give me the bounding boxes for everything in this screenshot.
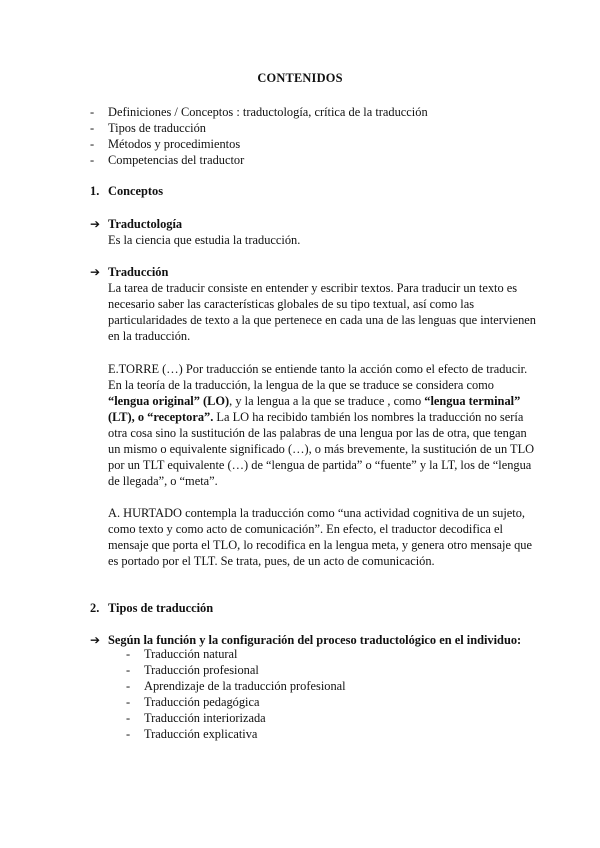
list-item: - Aprendizaje de la traducción profesional: [126, 678, 346, 694]
term-lengua-terminal: “lengua terminal”: [424, 394, 521, 408]
traductologia-title: Traductología: [108, 217, 183, 231]
contents-item: - Competencias del traductor: [90, 152, 428, 168]
section-2-title: Tipos de traducción: [108, 601, 214, 615]
arrow-right-icon: ➔: [90, 633, 101, 647]
text-line: mensaje que porta el TLO, lo recodifica en la lengua meta, y genera otro mensaje que: [108, 538, 532, 552]
section-1-heading: [90, 183, 163, 199]
list-item: - Traducción explicativa: [126, 726, 346, 742]
traduccion-paragraph-2: [108, 361, 535, 489]
list-item: - Traducción natural: [126, 646, 346, 662]
contents-item: - Definiciones / Conceptos : traductología, crítica de la traducción: [90, 104, 428, 120]
traduccion-paragraph-1: [108, 280, 536, 344]
contents-list: [90, 104, 428, 168]
list-item: - Traducción interiorizada: [126, 710, 346, 726]
text-line: por un TLT equivalente (…) de “lengua de partida” o “fuente” y la LT, los de “lengua: [108, 458, 532, 472]
translation-types-list: [126, 646, 346, 742]
traduccion-heading: [90, 264, 168, 280]
arrow-right-icon: ➔: [90, 217, 101, 231]
classification-title: Según la función y la configuración del proceso traductológico en el individuo:: [108, 633, 522, 647]
contents-item: - Tipos de traducción: [90, 120, 428, 136]
text-run: , y la lengua a la que se traduce , como: [229, 394, 425, 408]
section-1-title: Conceptos: [108, 184, 164, 198]
text-line: en la traducción.: [108, 329, 191, 343]
arrow-right-icon: ➔: [90, 265, 101, 279]
text-line: [108, 409, 528, 425]
section-1-number: 1.: [90, 184, 100, 198]
text-line: [108, 393, 528, 409]
text-line: Es la ciencia que estudia la traducción.: [108, 233, 301, 247]
traductologia-heading: [90, 216, 182, 232]
text-run: La LO ha recibido también los nombres la traducción no sería: [213, 410, 524, 424]
text-line: otra cosa sino la sustitución de las palabras de una lengua por las de otra, que tengan: [108, 426, 527, 440]
text-line: particularidades de texto a la que pertenece en cada una de las lenguas que intervienen: [108, 313, 536, 327]
contents-item: - Métodos y procedimientos: [90, 136, 428, 152]
text-line: como texto y como acto de comunicación”. En efecto, el traductor decodifica el: [108, 522, 503, 536]
text-line: A. HURTADO contempla la traducción como “una actividad cognitiva de un sujeto,: [108, 506, 526, 520]
text-line: E.TORRE (…) Por traducción se entiende tanto la acción como el efecto de traducir.: [108, 362, 528, 376]
text-line: es portado por el TLT. Se trata, pues, de un acto de comunicación.: [108, 554, 435, 568]
text-line: La tarea de traducir consiste en entender y escribir textos. Para traducir un texto es: [108, 281, 518, 295]
list-item: - Traducción pedagógica: [126, 694, 346, 710]
term-lengua-original: “lengua original” (LO): [108, 394, 230, 408]
section-2-number: 2.: [90, 601, 100, 615]
traduccion-paragraph-3: [108, 505, 532, 569]
traductologia-definition: [108, 232, 528, 248]
text-line: de llegada”, o “meta”.: [108, 474, 218, 488]
text-line: En la teoría de la traducción, la lengua de la que se traduce se considera como: [108, 378, 495, 392]
text-line: un mismo o equivalente significado (…), o más brevemente, la sustitución de un TLO: [108, 442, 535, 456]
text-line: necesario saber las características globales de su tipo textual, así como las: [108, 297, 475, 311]
document-title: CONTENIDOS: [257, 71, 343, 85]
traduccion-title: Traducción: [108, 265, 169, 279]
term-receptora: (LT), o “receptora”.: [108, 410, 214, 424]
list-item: - Traducción profesional: [126, 662, 346, 678]
section-2-heading: [90, 600, 213, 616]
